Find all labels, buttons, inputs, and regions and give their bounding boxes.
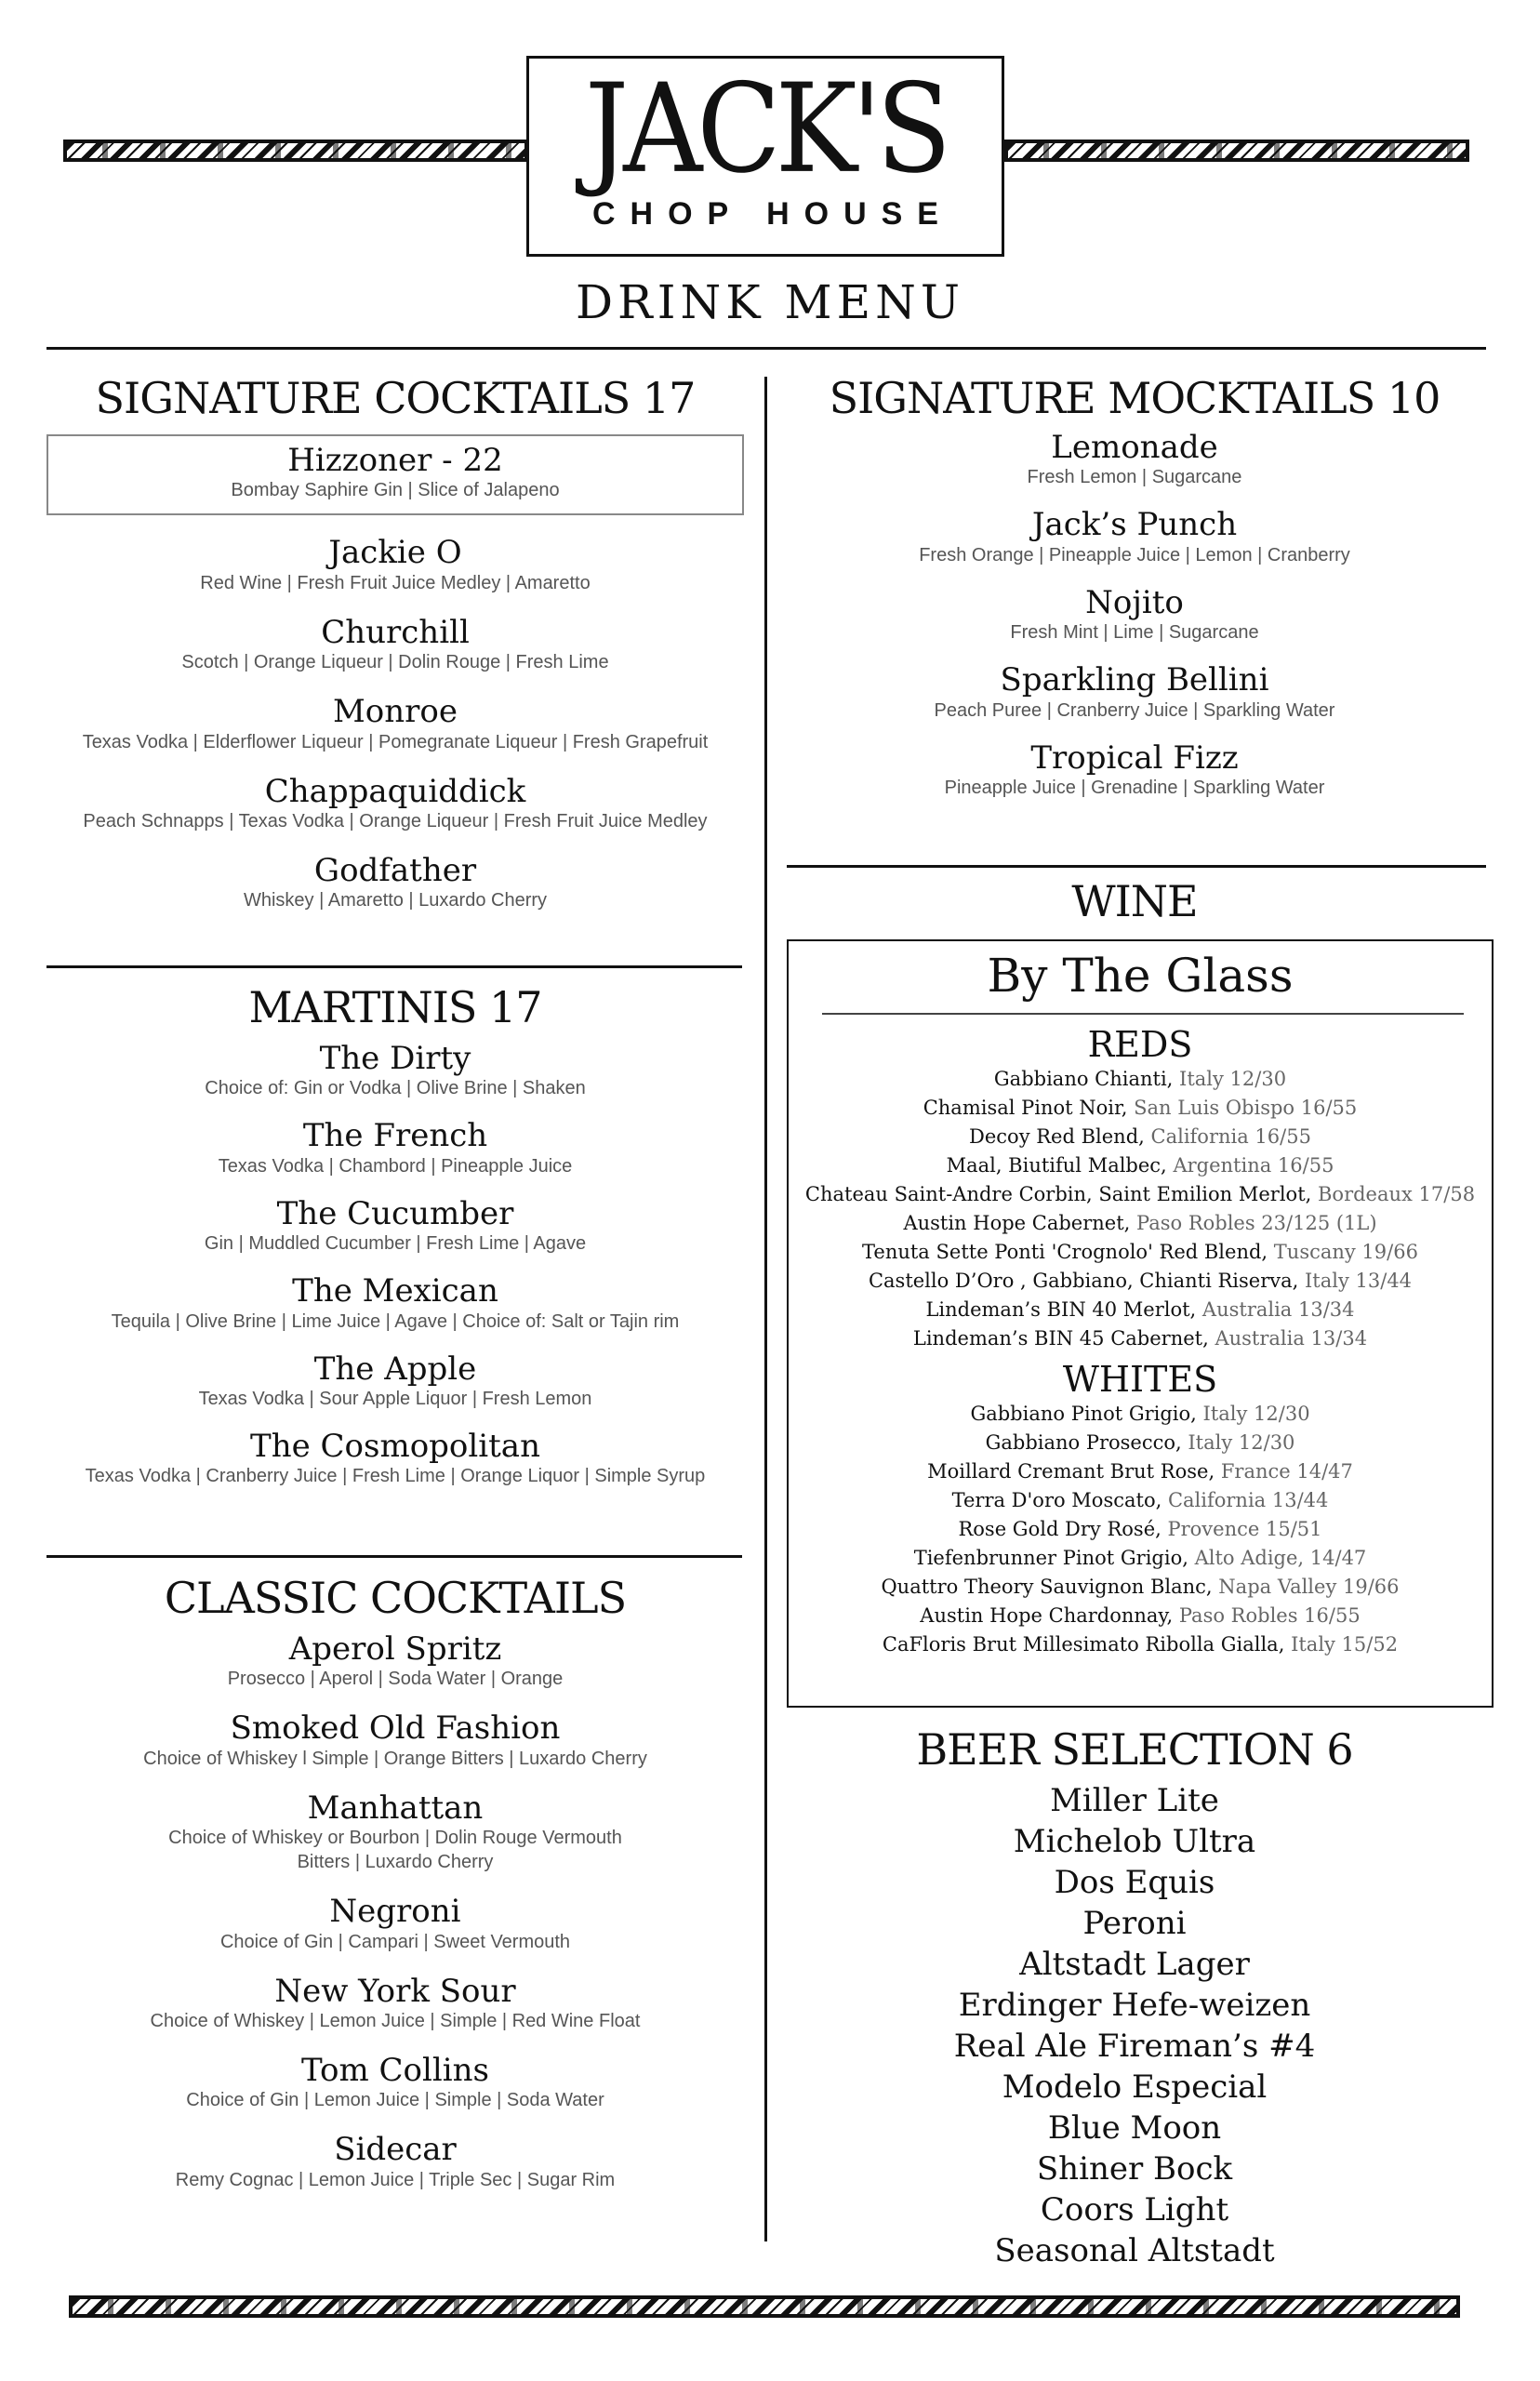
list-item: [781, 431, 1488, 489]
wine-item: [789, 1429, 1492, 1457]
beer-item: Coors Light: [1040, 2191, 1229, 2228]
mocktails-section: [781, 373, 1488, 800]
list-item: [781, 663, 1488, 722]
wine-item: [789, 1267, 1492, 1296]
list-item: [37, 1427, 753, 1488]
wine-item: [789, 1602, 1492, 1630]
logo-sub-text: CHOP HOUSE: [592, 196, 953, 232]
list-item: [37, 1194, 753, 1256]
section-divider: [46, 1555, 742, 1558]
wine-origin-price: Argentina 16/55: [1173, 1153, 1334, 1177]
wine-name: Terra D'oro Moscato,: [951, 1488, 1162, 1511]
wine-name: Chamisal Pinot Noir,: [923, 1096, 1128, 1119]
list-item: [37, 2133, 753, 2191]
item-name: Godfather: [313, 851, 477, 889]
wine-name: Tenuta Sette Ponti 'Crognolo' Red Blend,: [862, 1240, 1268, 1263]
featured-cocktail-name: Hizzoner - 22: [287, 442, 503, 479]
item-desc: Fresh Lemon | Sugarcane: [1027, 467, 1242, 488]
list-item: [781, 583, 1488, 645]
wine-name: Austin Hope Chardonnay,: [920, 1603, 1174, 1627]
list-item: [37, 1711, 753, 1770]
wine-name: Quattro Theory Sauvignon Blanc,: [881, 1575, 1213, 1598]
item-name: The Cosmopolitan: [250, 1427, 540, 1465]
item-name: The Dirty: [319, 1040, 471, 1077]
wine-name: Decoy Red Blend,: [969, 1124, 1145, 1148]
wine-by-the-glass-box: [787, 939, 1494, 1708]
item-desc: Tequila | Olive Brine | Lime Juice | Agave | Choice of: Salt or Tajin rim: [111, 1310, 680, 1332]
item-desc: Prosecco | Aperol | Soda Water | Orange: [227, 1669, 564, 1690]
list-item: [37, 772, 753, 833]
page-title: DRINK MENU: [575, 275, 965, 329]
wine-item: [789, 1515, 1492, 1544]
item-desc: Red Wine | Fresh Fruit Juice Medley | Amaretto: [200, 572, 591, 593]
wine-origin-price: California 16/55: [1150, 1124, 1311, 1148]
wine-subtitle: By The Glass: [987, 949, 1294, 1003]
wine-item: [789, 1324, 1492, 1353]
item-name: Lemonade: [1051, 429, 1218, 466]
wine-item: [789, 1209, 1492, 1238]
wine-name: Chateau Saint-Andre Corbin, Saint Emilion Merlot,: [804, 1182, 1312, 1205]
featured-cocktail-box: [46, 434, 744, 515]
wine-name: Maal, Biutiful Malbec,: [946, 1153, 1167, 1177]
logo: [526, 56, 1004, 257]
wine-origin-price: San Luis Obispo 16/55: [1134, 1096, 1358, 1119]
wine-origin-price: Italy 12/30: [1202, 1402, 1310, 1425]
wine-name: Tiefenbrunner Pinot Grigio,: [913, 1546, 1188, 1569]
list-item: [37, 1895, 753, 1953]
wine-name: Gabbiano Pinot Grigio,: [970, 1402, 1197, 1425]
list-item: [37, 613, 753, 674]
header-divider: [46, 347, 1486, 350]
wine-origin-price: Paso Robles 23/125 (1L): [1136, 1211, 1377, 1234]
wine-item: [789, 1065, 1492, 1094]
wine-item: [789, 1573, 1492, 1602]
item-desc: Texas Vodka | Cranberry Juice | Fresh Lime | Orange Liquor | Simple Syrup: [85, 1466, 706, 1487]
wine-item: [789, 1544, 1492, 1573]
footer-decorative-band: [69, 2295, 1460, 2318]
whites-title: WHITES: [1062, 1358, 1218, 1400]
beer-item: Seasonal Altstadt: [994, 2232, 1275, 2269]
signature-cocktails-title: SIGNATURE COCKTAILS 17: [95, 373, 696, 423]
item-name: Monroe: [332, 693, 458, 731]
beer-list: [781, 1780, 1488, 2271]
list-item: [37, 1274, 753, 1333]
whites-list: [789, 1400, 1492, 1659]
beer-item: Erdinger Hefe-weizen: [958, 1987, 1311, 2024]
header-decorative-band-right: [1004, 140, 1469, 162]
mocktails-title: SIGNATURE MOCKTAILS 10: [829, 373, 1440, 423]
list-item: [37, 695, 753, 753]
reds-list: [789, 1065, 1492, 1353]
wine-origin-price: Australia 13/34: [1215, 1326, 1368, 1350]
wine-origin-price: Provence 15/51: [1167, 1517, 1322, 1540]
item-desc: Texas Vodka | Chambord | Pineapple Juice: [218, 1155, 573, 1177]
beer-item: Altstadt Lager: [1019, 1946, 1250, 1983]
item-name: The French: [302, 1117, 488, 1155]
wine-item: [789, 1180, 1492, 1209]
item-desc: Peach Puree | Cranberry Juice | Sparkling Water: [934, 699, 1335, 721]
wine-name: Lindeman’s BIN 45 Cabernet,: [912, 1326, 1209, 1350]
section-divider: [46, 965, 742, 968]
item-desc: Fresh Orange | Pineapple Juice | Lemon | Cranberry: [919, 544, 1350, 565]
item-desc: Choice of Gin | Lemon Juice | Simple | Soda Water: [186, 2090, 604, 2111]
beer-item: Blue Moon: [1047, 2109, 1222, 2147]
item-name: Smoked Old Fashion: [230, 1709, 561, 1748]
item-desc: Gin | Muddled Cucumber | Fresh Lime | Agave: [204, 1233, 587, 1255]
item-desc: Whiskey | Amaretto | Luxardo Cherry: [243, 890, 548, 911]
section-divider: [787, 865, 1486, 868]
wine-origin-price: Italy 15/52: [1291, 1632, 1399, 1656]
wine-origin-price: Paso Robles 16/55: [1178, 1603, 1361, 1627]
wine-origin-price: Alto Adige, 14/47: [1194, 1546, 1367, 1569]
item-desc: Choice of Whiskey or Bourbon | Dolin Rouge Vermouth: [168, 1828, 622, 1849]
wine-item: [789, 1296, 1492, 1324]
wine-origin-price: Australia 13/34: [1201, 1297, 1355, 1321]
beer-section: [781, 1724, 1488, 2271]
item-desc: Peach Schnapps | Texas Vodka | Orange Liqueur | Fresh Fruit Juice Medley: [83, 810, 708, 831]
item-desc: Choice of Whiskey l Simple | Orange Bitters | Luxardo Cherry: [143, 1748, 647, 1769]
wine-item: [789, 1123, 1492, 1151]
wine-item: [789, 1486, 1492, 1515]
item-desc: Choice of: Gin or Vodka | Olive Brine | Shaken: [205, 1078, 586, 1099]
item-name: Aperol Spritz: [288, 1630, 502, 1668]
signature-cocktails-section: [37, 373, 753, 912]
wine-origin-price: Italy 13/44: [1305, 1269, 1413, 1292]
logo-main-text: JACK'S: [584, 56, 947, 201]
list-item: [37, 1791, 753, 1874]
wine-origin-price: Bordeaux 17/58: [1318, 1182, 1476, 1205]
item-name: Jackie O: [328, 534, 462, 572]
list-item: [37, 536, 753, 594]
wine-origin-price: Tuscany 19/66: [1273, 1240, 1418, 1263]
item-desc: Choice of Whiskey | Lemon Juice | Simple | Red Wine Float: [150, 2010, 641, 2031]
martinis-section: [37, 982, 753, 1488]
wine-title: WINE: [1071, 876, 1198, 926]
beer-item: Shiner Bock: [1036, 2150, 1233, 2188]
wine-origin-price: Italy 12/30: [1179, 1067, 1287, 1090]
item-desc: Remy Cognac | Lemon Juice | Triple Sec | Sugar Rim: [175, 2169, 616, 2190]
item-desc-line2: Bitters | Luxardo Cherry: [297, 1852, 494, 1873]
wine-item: [789, 1238, 1492, 1267]
classic-cocktails-section: [37, 1573, 753, 2192]
item-name: Tom Collins: [300, 2051, 489, 2089]
wine-subtitle-divider: [822, 1013, 1464, 1015]
list-item: [37, 2051, 753, 2112]
item-name: New York Sour: [274, 1972, 516, 2010]
beer-item: Michelob Ultra: [1013, 1823, 1256, 1860]
beer-item: Modelo Especial: [1002, 2068, 1268, 2106]
item-name: The Cucumber: [276, 1194, 514, 1232]
beer-title: BEER SELECTION 6: [916, 1724, 1353, 1775]
item-name: Nojito: [1085, 583, 1184, 621]
beer-item: Dos Equis: [1054, 1864, 1215, 1901]
wine-name: Gabbiano Prosecco,: [985, 1430, 1182, 1454]
wine-origin-price: France 14/47: [1220, 1459, 1353, 1483]
item-name: Negroni: [329, 1893, 461, 1931]
item-name: Manhattan: [307, 1789, 484, 1827]
beer-item: Miller Lite: [1050, 1782, 1219, 1819]
wine-name: CaFloris Brut Millesimato Ribolla Gialla,: [882, 1632, 1285, 1656]
item-desc: Texas Vodka | Elderflower Liqueur | Pomegranate Liqueur | Fresh Grapefruit: [82, 731, 709, 752]
wine-item: [789, 1094, 1492, 1123]
item-name: The Mexican: [292, 1272, 498, 1310]
item-name: Churchill: [321, 613, 470, 651]
list-item: [37, 1632, 753, 1691]
wine-title-wrap: [781, 876, 1488, 926]
item-desc: Scotch | Orange Liqueur | Dolin Rouge | Fresh Lime: [181, 652, 609, 673]
reds-title: REDS: [1087, 1024, 1193, 1065]
martinis-title: MARTINIS 17: [248, 982, 542, 1032]
list-item: [37, 851, 753, 912]
column-divider: [764, 377, 767, 2241]
wine-origin-price: California 13/44: [1167, 1488, 1329, 1511]
item-name: The Apple: [313, 1350, 477, 1388]
wine-item: [789, 1457, 1492, 1486]
wine-origin-price: Italy 12/30: [1188, 1430, 1295, 1454]
item-desc: Choice of Gin | Campari | Sweet Vermouth: [219, 1931, 571, 1952]
beer-item: Real Ale Fireman’s #4: [953, 2028, 1316, 2065]
wine-name: Gabbiano Chianti,: [993, 1067, 1174, 1090]
header-decorative-band-left: [63, 140, 528, 162]
beer-item: Peroni: [1082, 1905, 1187, 1942]
wine-name: Rose Gold Dry Rosé,: [958, 1517, 1162, 1540]
item-name: Jack’s Punch: [1031, 506, 1238, 544]
item-name: Sidecar: [334, 2131, 457, 2169]
wine-name: Castello D’Oro , Gabbiano, Chianti Riserva,: [868, 1269, 1299, 1292]
wine-item: [789, 1151, 1492, 1180]
wine-name: Lindeman’s BIN 40 Merlot,: [925, 1297, 1197, 1321]
wine-item: [789, 1630, 1492, 1659]
list-item: [37, 1042, 753, 1100]
item-name: Tropical Fizz: [1030, 738, 1239, 777]
list-item: [781, 738, 1488, 800]
item-name: Chappaquiddick: [264, 772, 526, 810]
item-desc: Texas Vodka | Sour Apple Liquor | Fresh Lemon: [198, 1388, 592, 1409]
featured-cocktail-desc: Bombay Saphire Gin | Slice of Jalapeno: [231, 480, 560, 501]
wine-origin-price: Napa Valley 19/66: [1218, 1575, 1400, 1598]
item-name: Sparkling Bellini: [1000, 661, 1269, 699]
list-item: [37, 1119, 753, 1177]
classic-cocktails-title: CLASSIC COCKTAILS: [164, 1573, 627, 1623]
list-item: [37, 1352, 753, 1411]
list-item: [37, 1972, 753, 2033]
item-desc: Fresh Mint | Lime | Sugarcane: [1010, 622, 1259, 644]
item-desc: Pineapple Juice | Grenadine | Sparkling Water: [944, 777, 1325, 798]
list-item: [781, 508, 1488, 566]
wine-name: Austin Hope Cabernet,: [903, 1211, 1131, 1234]
wine-name: Moillard Cremant Brut Rose,: [927, 1459, 1215, 1483]
wine-item: [789, 1400, 1492, 1429]
